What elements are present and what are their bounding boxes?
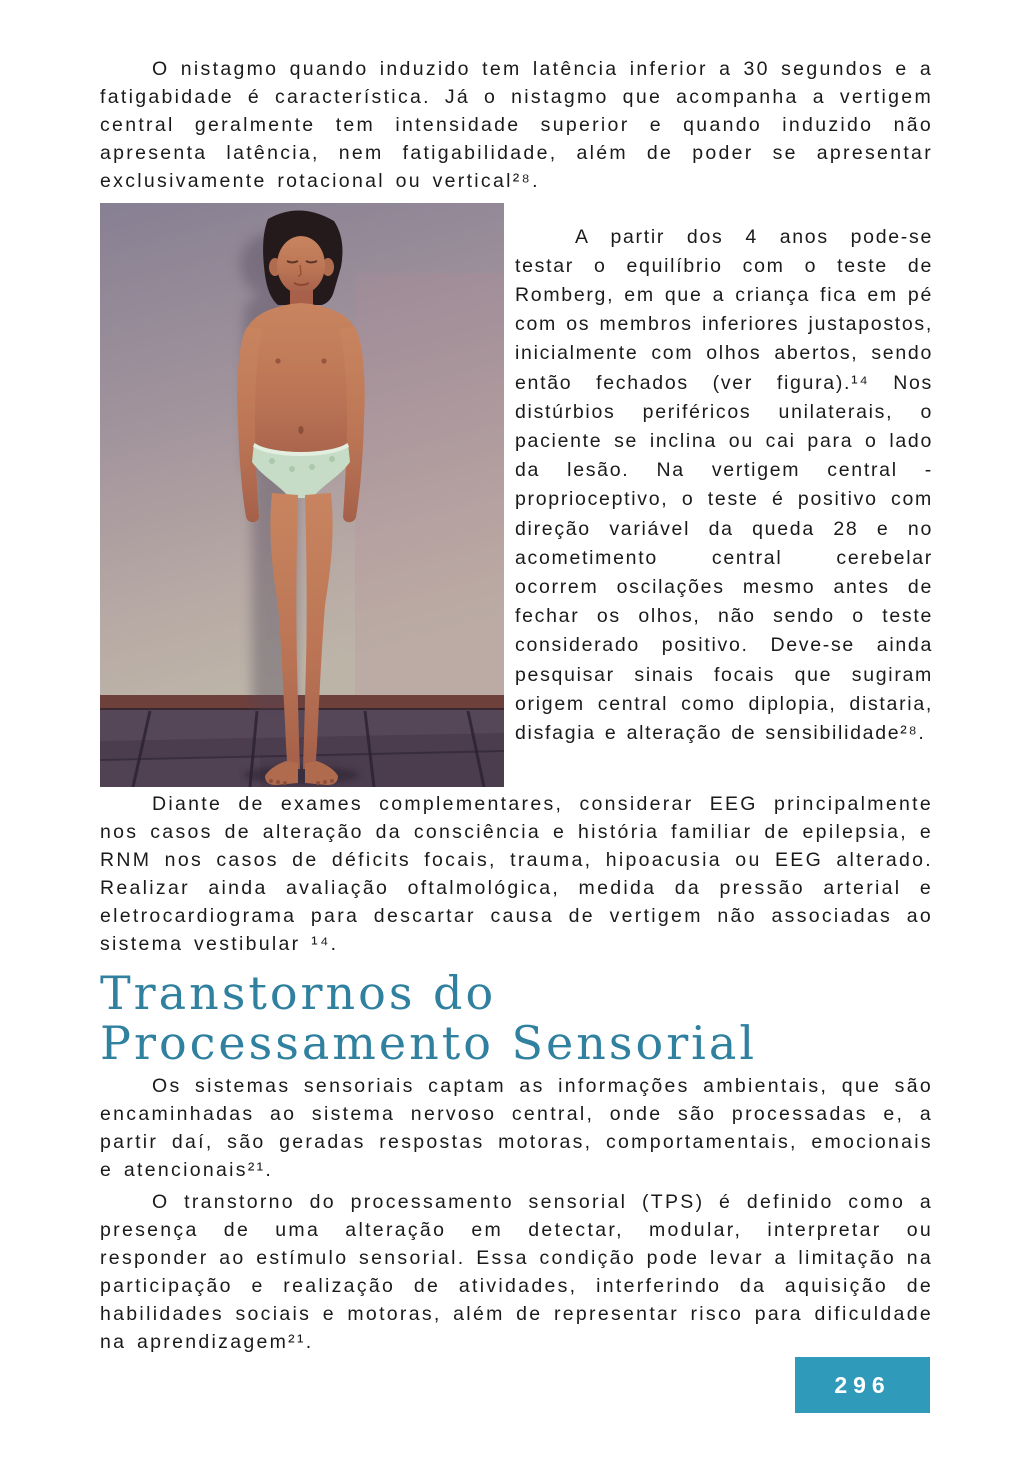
paragraph-nystagmus: O nistagmo quando induzido tem latência inferior a 30 segundos e a fatigabidade é característica. Já o nistagmo que acompanha a vertigem central geralmente tem intensidade superior e quando induzido não apresenta latência, nem fatigabilidade, além de poder se apresentar exclusivamente rotacional ou vertical²⁸. <box>100 58 933 192</box>
page-number-badge <box>795 1357 930 1413</box>
page-number: 296 <box>834 1371 891 1398</box>
paragraph-tps-definition: O transtorno do processamento sensorial (TPS) é definido como a presença de uma alteração em detectar, modular, interpretar ou responder ao estímulo sensorial. Essa condição pode levar a limitação na participação e realização de atividades, interferindo da aquisição de habilidades sociais e motoras, além de representar risco para dificuldade na aprendizagem²¹. <box>100 1191 933 1353</box>
paragraph-complementary-exams: Diante de exames complementares, considerar EEG principalmente nos casos de alteração da consciência e história familiar de epilepsia, e RNM nos casos de déficits focais, trauma, hipoacusia ou EEG alterado. Realizar ainda avaliação oftalmológica, medida da pressão arterial e eletrocardiograma para descartar causa de vertigem não associadas ao sistema vestibular ¹⁴. <box>100 793 933 955</box>
figure-row <box>100 203 933 787</box>
section-heading <box>100 968 933 1068</box>
romberg-photo-illustration <box>100 203 504 787</box>
romberg-test-photo <box>100 203 504 787</box>
section-heading-line2: Processamento Sensorial <box>100 1016 758 1068</box>
paragraph-romberg-test: A partir dos 4 anos pode-se testar o equilíbrio com o teste de Romberg, em que a criança fica em pé com os membros inferiores justapostos, inicialmente com olhos abertos, sendo então fechados (ver figura).¹⁴ Nos distúrbios periféricos unilaterais, o paciente se inclina ou cai para o lado da lesão. Na vertigem central -proprioceptivo, o teste é positivo com direção variável da queda 28 e no acometimento central cerebelar ocorrem oscilações mesmo antes de fechar os olhos, não sendo o teste considerado positivo. Deve-se ainda pesquisar sinais focais que sugiram origem central como diplopia, distaria, disfagia e alteração de sensibilidade²⁸. <box>515 225 933 744</box>
paragraph-sensory-systems: Os sistemas sensoriais captam as informações ambientais, que são encaminhadas ao sistema nervoso central, onde são processadas e, a partir daí, são geradas respostas motoras, comportamentais, emocionais e atencionais²¹. <box>100 1075 933 1181</box>
section-heading-line1: Transtornos do <box>100 968 497 1020</box>
